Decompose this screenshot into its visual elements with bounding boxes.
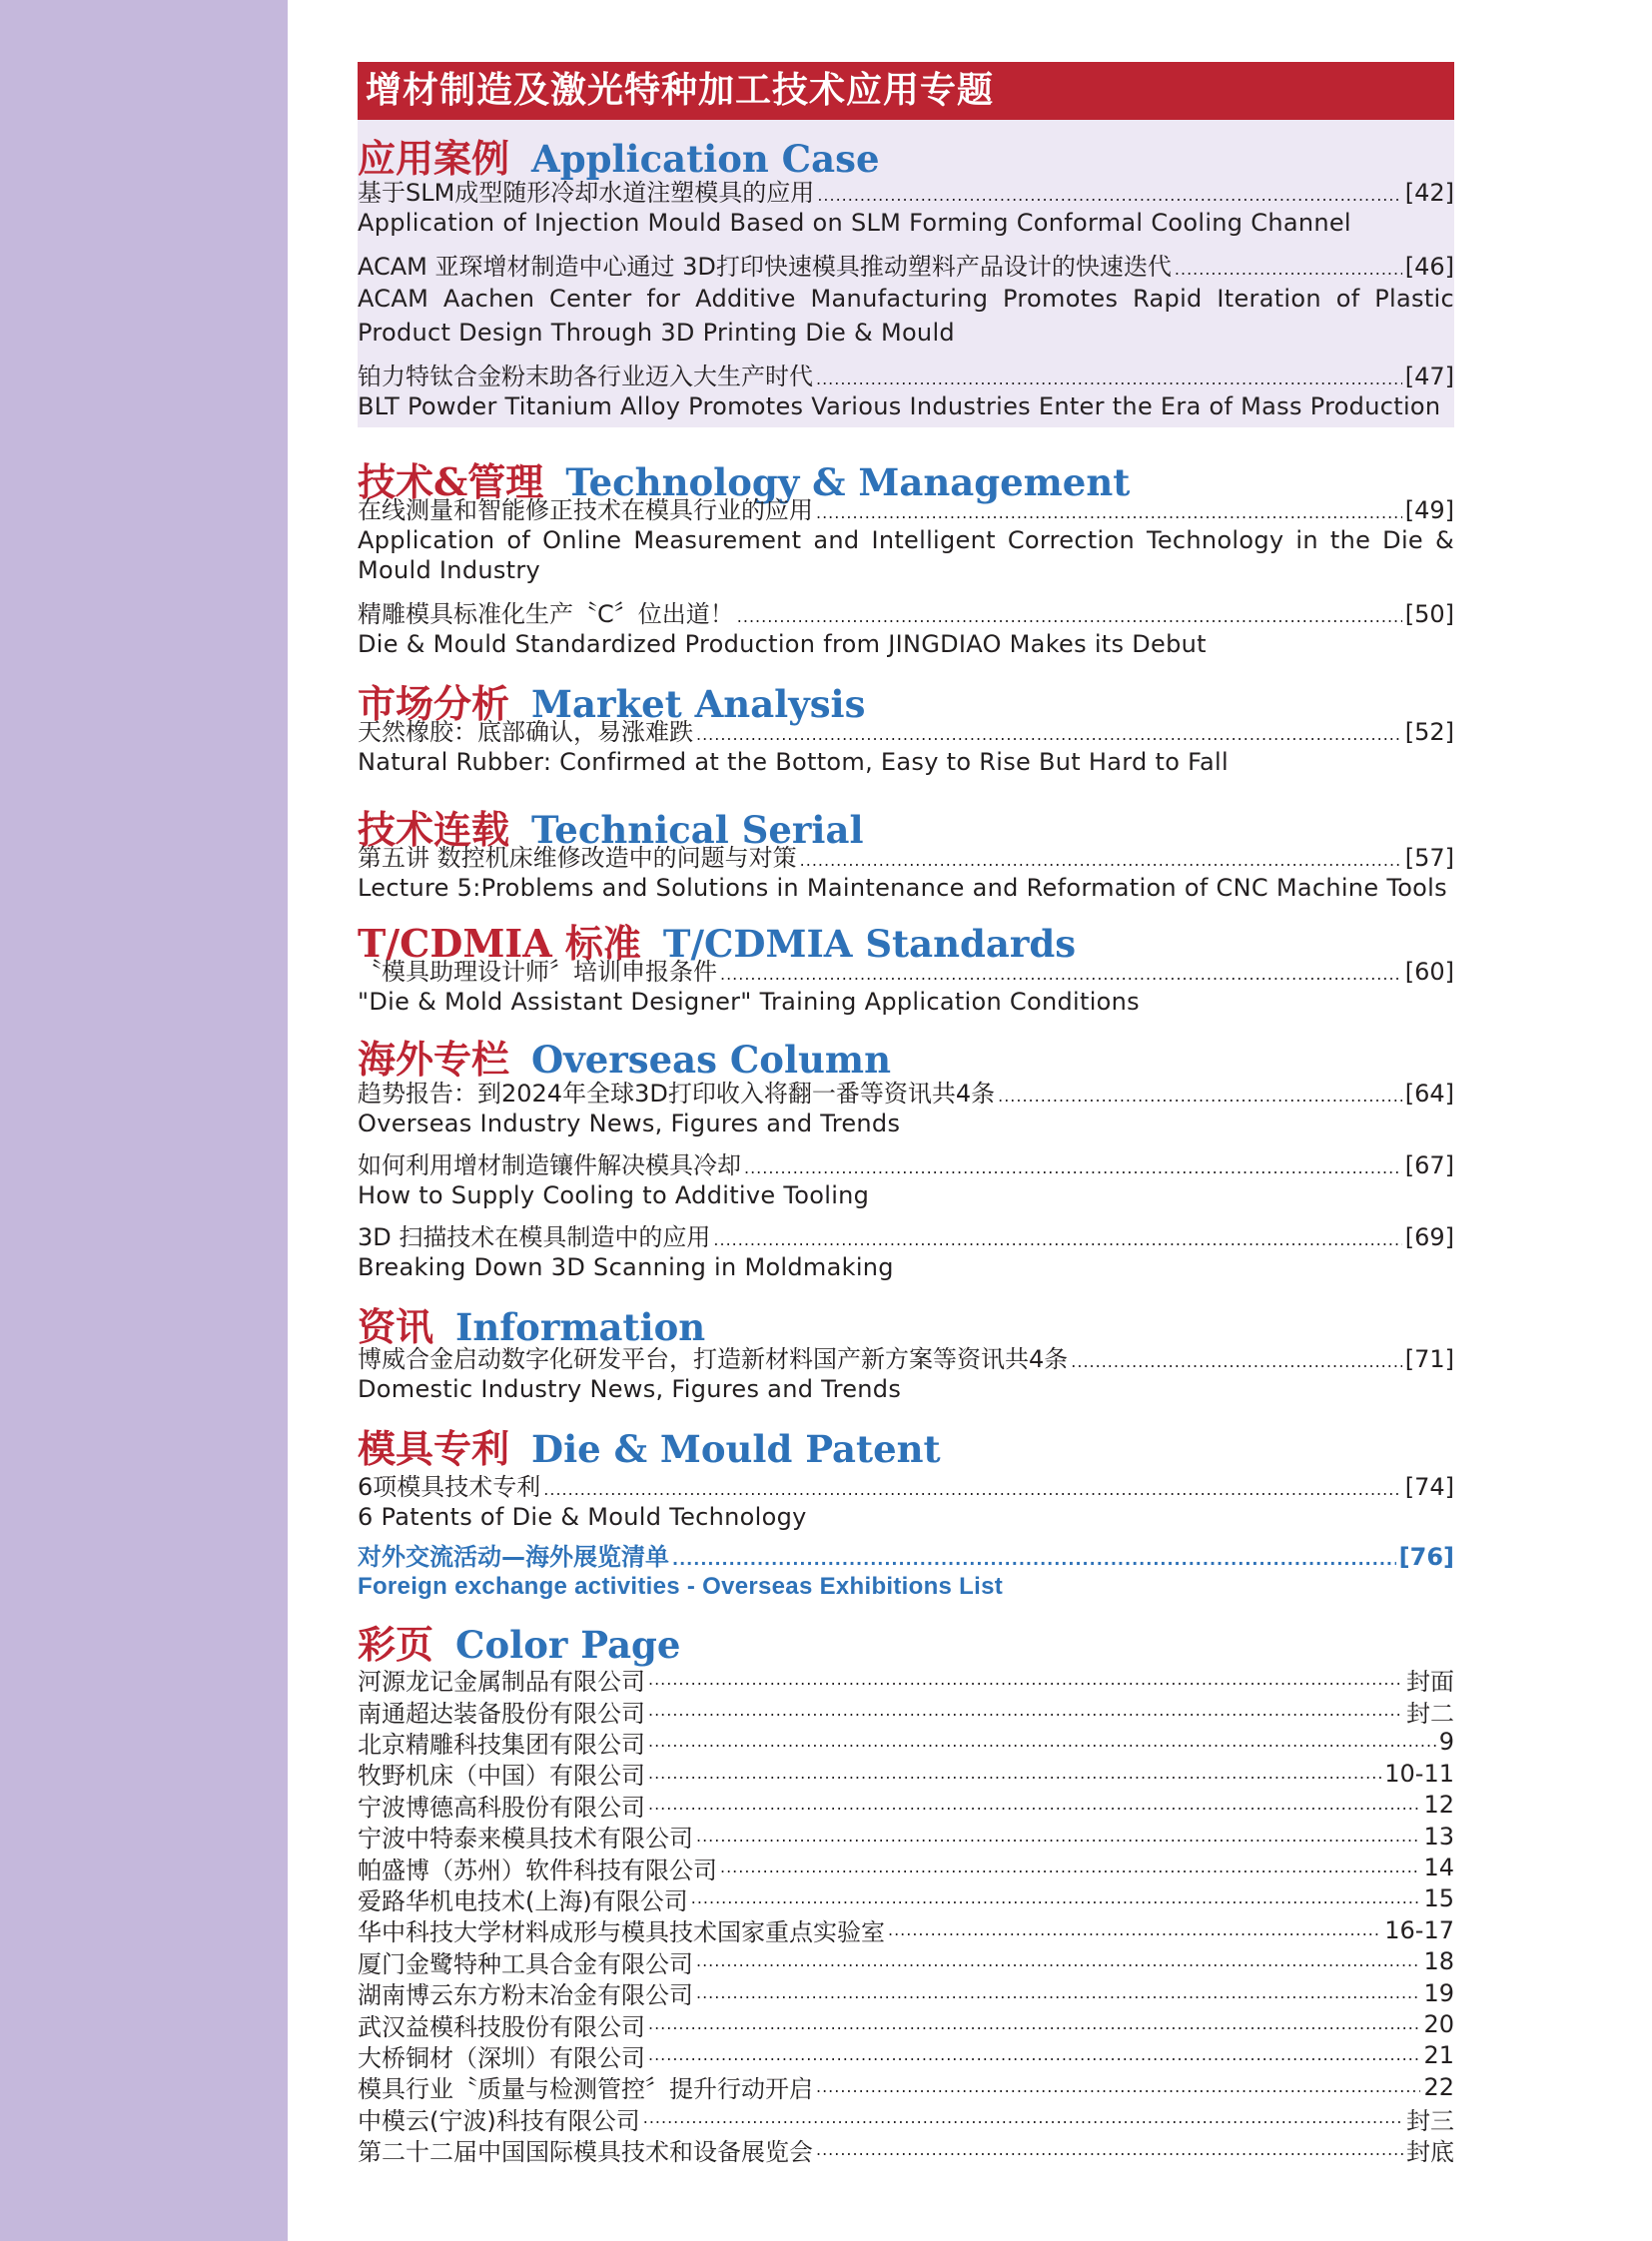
advertiser-row[interactable] <box>358 1852 1454 1882</box>
leader-dots <box>696 723 1402 747</box>
leader-dots <box>543 1478 1401 1502</box>
advertiser-name: 宁波博德高科股份有限公司 <box>358 1793 645 1822</box>
leader-dots <box>713 1228 1401 1252</box>
toc-entry[interactable] <box>358 1079 1454 1138</box>
toc-entry[interactable] <box>358 362 1454 421</box>
section-title-cn: 市场分析 <box>358 681 510 726</box>
leader-dots <box>816 368 1402 391</box>
advertiser-page: 18 <box>1423 1947 1454 1976</box>
advertiser-name: 宁波中特泰来模具技术有限公司 <box>358 1825 693 1854</box>
section-title-cn: 海外专栏 <box>358 1037 510 1082</box>
entry-title-en: ACAM Aachen Center for Additive Manufacturing Promotes Rapid Iteration of Plastic Product Design Through 3D Printing Die & Mould <box>358 285 1454 347</box>
leader-dots <box>648 1762 1381 1786</box>
entry-page: [76] <box>1398 1543 1454 1571</box>
advertiser-page: 21 <box>1423 2041 1454 2070</box>
toc-entry[interactable] <box>358 1222 1454 1282</box>
leader-dots <box>648 1668 1403 1692</box>
advertiser-page: 封二 <box>1406 1699 1454 1728</box>
entry-page: [42] <box>1404 179 1454 207</box>
section-overseas-column <box>358 1029 1454 1282</box>
advertiser-name: 第二十二届中国国际模具技术和设备展览会 <box>358 2138 813 2167</box>
toc-entry[interactable] <box>358 1150 1454 1210</box>
advertiser-row[interactable] <box>358 2102 1454 2133</box>
entry-title-cn: 〝模具助理设计师〞培训申报条件 <box>358 958 717 986</box>
leader-dots <box>888 1918 1381 1942</box>
leader-dots <box>648 1699 1403 1723</box>
leader-dots <box>691 1886 1421 1910</box>
section-market-analysis <box>358 673 1454 777</box>
advertiser-row[interactable] <box>358 1695 1454 1726</box>
leader-dots <box>816 501 1402 525</box>
entry-title-en: Overseas Industry News, Figures and Trends <box>358 1110 901 1137</box>
advertiser-page: 12 <box>1423 1791 1454 1820</box>
entry-title-cn: 在线测量和智能修正技术在模具行业的应用 <box>358 496 813 524</box>
section-title-cn: 应用案例 <box>358 136 510 181</box>
toc-entry[interactable] <box>358 1472 1454 1532</box>
leader-dots <box>817 184 1401 208</box>
section-title-en: T/CDMIA Standards <box>662 922 1077 966</box>
section-title <box>358 799 1454 852</box>
advertiser-page: 20 <box>1423 2009 1454 2038</box>
advertiser-name: 爱路华机电技术(上海)有限公司 <box>358 1886 688 1915</box>
section-technology-management <box>358 451 1454 659</box>
entry-title-en: Lecture 5:Problems and Solutions in Maintenance and Reformation of CNC Machine Tools <box>358 874 1447 902</box>
leader-dots <box>720 963 1402 987</box>
leader-dots <box>672 1548 1396 1572</box>
entry-page: [47] <box>1404 363 1454 390</box>
section-title <box>358 1029 1454 1082</box>
entry-page: [67] <box>1404 1151 1454 1179</box>
advertiser-page: 9 <box>1438 1728 1454 1757</box>
advertiser-page: 封三 <box>1406 2106 1454 2135</box>
entry-title-en: 6 Patents of Die & Mould Technology <box>358 1503 807 1531</box>
section-title <box>358 673 1454 726</box>
section-title-cn: T/CDMIA 标准 <box>358 921 641 966</box>
entry-title-cn: 基于SLM成型随形冷却水道注塑模具的应用 <box>358 179 815 207</box>
toc-entry[interactable] <box>358 1344 1454 1404</box>
advertiser-name: 厦门金鹭特种工具合金有限公司 <box>358 1949 693 1978</box>
leader-dots <box>1071 1350 1401 1374</box>
entry-page: [60] <box>1404 958 1454 986</box>
advertiser-page: 22 <box>1423 2072 1454 2101</box>
leader-dots <box>648 1730 1436 1754</box>
section-title <box>358 1418 1454 1472</box>
entry-title-en: Breaking Down 3D Scanning in Moldmaking <box>358 1253 894 1281</box>
entry-title-en: Die & Mould Standardized Production from JINGDIAO Makes its Debut <box>358 630 1207 658</box>
leader-dots <box>643 2106 1403 2130</box>
entry-title-en: BLT Powder Titanium Alloy Promotes Various Industries Enter the Era of Mass Production <box>358 392 1441 420</box>
leader-dots <box>648 1793 1420 1817</box>
advertiser-name: 河源龙记金属制品有限公司 <box>358 1668 645 1697</box>
section-title-en: Market Analysis <box>531 682 866 726</box>
leader-dots <box>696 1949 1420 1973</box>
toc-entry-exchange[interactable] <box>358 1542 1454 1602</box>
entry-title-en: "Die & Mold Assistant Designer" Training Application Conditions <box>358 988 1140 1016</box>
leader-dots <box>816 2138 1403 2162</box>
toc-entry[interactable] <box>358 252 1454 350</box>
entry-title-en: How to Supply Cooling to Additive Tooling <box>358 1181 870 1209</box>
section-color-page <box>358 1614 1454 2165</box>
section-title-cn: 模具专利 <box>358 1426 510 1471</box>
leader-dots <box>816 2075 1420 2099</box>
advertiser-name: 湖南博云东方粉末冶金有限公司 <box>358 1981 693 2010</box>
section-title-en: Technology & Management <box>565 460 1131 504</box>
advertiser-name: 中模云(宁波)科技有限公司 <box>358 2106 640 2135</box>
advertiser-name: 武汉益模科技股份有限公司 <box>358 2012 645 2041</box>
advertiser-page: 15 <box>1423 1884 1454 1913</box>
topic-banner: 增材制造及激光特种加工技术应用专题 <box>358 62 1454 120</box>
section-information <box>358 1296 1454 1404</box>
section-title-en: Overseas Column <box>531 1038 891 1082</box>
advertiser-row[interactable] <box>358 2008 1454 2039</box>
advertiser-page: 封面 <box>1406 1668 1454 1697</box>
section-technical-serial <box>358 799 1454 903</box>
leader-dots <box>737 605 1402 629</box>
advertiser-name: 帕盛博（苏州）软件科技有限公司 <box>358 1856 717 1884</box>
entry-page: [69] <box>1404 1223 1454 1251</box>
entry-title-en: Natural Rubber: Confirmed at the Bottom, Easy to Rise But Hard to Fall <box>358 748 1229 776</box>
section-title-en: Technical Serial <box>531 808 864 852</box>
advertiser-name: 大桥铜材（深圳）有限公司 <box>358 2043 645 2072</box>
section-title-cn: 技术连载 <box>358 807 510 852</box>
entry-title-en: Application of Online Measurement and Intelligent Correction Technology in the Die & Mould Industry <box>358 526 1454 584</box>
advertiser-name: 牧野机床（中国）有限公司 <box>358 1762 645 1791</box>
advertiser-page: 16-17 <box>1384 1915 1454 1944</box>
toc-entry[interactable] <box>358 178 1454 238</box>
section-standards <box>358 913 1454 1017</box>
leader-dots <box>720 1856 1420 1879</box>
entry-title-cn: 博威合金启动数字化研发平台，打造新材料国产新方案等资讯共4条 <box>358 1345 1069 1373</box>
entry-page: [57] <box>1404 844 1454 872</box>
entry-page: [74] <box>1404 1473 1454 1501</box>
leader-dots <box>648 2012 1420 2036</box>
entry-page: [71] <box>1404 1345 1454 1373</box>
leader-dots <box>744 1156 1402 1180</box>
advertiser-page: 封底 <box>1406 2138 1454 2167</box>
advertiser-page: 19 <box>1423 1978 1454 2007</box>
advertiser-page: 13 <box>1423 1822 1454 1851</box>
section-title-en: Color Page <box>455 1623 681 1667</box>
toc-entry[interactable] <box>358 717 1454 777</box>
leader-dots <box>800 849 1402 873</box>
entry-page: [50] <box>1404 600 1454 628</box>
leader-dots <box>696 1825 1420 1849</box>
leader-dots <box>648 2043 1420 2067</box>
entry-title-cn: 对外交流活动—海外展览清单 <box>358 1543 669 1571</box>
advertiser-name: 北京精雕科技集团有限公司 <box>358 1730 645 1759</box>
entry-title-cn: 精雕模具标准化生产〝C〞位出道！ <box>358 600 734 628</box>
advertiser-row[interactable] <box>358 1883 1454 1914</box>
section-title-cn: 技术&管理 <box>358 459 544 504</box>
advertiser-row[interactable] <box>358 1664 1454 1695</box>
entry-title-cn: 天然橡胶：底部确认，易涨难跌 <box>358 718 693 746</box>
left-color-band <box>0 0 288 2241</box>
advertiser-page: 14 <box>1423 1854 1454 1882</box>
advertiser-row[interactable] <box>358 1758 1454 1789</box>
entry-page: [49] <box>1404 496 1454 524</box>
section-application-case <box>358 120 1454 427</box>
advertiser-row[interactable] <box>358 2134 1454 2165</box>
section-title <box>358 451 1454 504</box>
toc-entry[interactable] <box>358 843 1454 903</box>
section-title <box>358 1296 1454 1349</box>
table-of-contents <box>358 62 1454 2165</box>
section-title <box>358 128 1454 181</box>
toc-entry[interactable] <box>358 495 1454 585</box>
entry-title-cn: 第五讲 数控机床维修改造中的问题与对策 <box>358 844 797 872</box>
leader-dots <box>998 1085 1402 1109</box>
entry-title-en: Domestic Industry News, Figures and Trends <box>358 1375 902 1403</box>
entry-page: [64] <box>1404 1080 1454 1108</box>
section-title-cn: 资讯 <box>358 1304 434 1349</box>
toc-entry[interactable] <box>358 599 1454 659</box>
advertiser-name: 华中科技大学材料成形与模具技术国家重点实验室 <box>358 1918 885 1947</box>
advertiser-row[interactable] <box>358 1821 1454 1852</box>
entry-title-cn: 趋势报告：到2024年全球3D打印收入将翻一番等资讯共4条 <box>358 1080 996 1108</box>
advertiser-row[interactable] <box>358 1790 1454 1821</box>
section-title <box>358 1614 1454 1667</box>
entry-title-cn: 6项模具技术专利 <box>358 1473 541 1501</box>
advertiser-row[interactable] <box>358 1977 1454 2008</box>
advertiser-row[interactable] <box>358 2040 1454 2071</box>
section-title <box>358 913 1454 966</box>
section-title-cn: 彩页 <box>358 1622 434 1667</box>
section-die-mould-patent <box>358 1418 1454 1602</box>
advertiser-name: 南通超达装备股份有限公司 <box>358 1699 645 1728</box>
advertiser-row[interactable] <box>358 1914 1454 1945</box>
entry-title-en: Application of Injection Mould Based on SLM Forming Conformal Cooling Channel <box>358 209 1351 237</box>
entry-title-cn: 3D 扫描技术在模具制造中的应用 <box>358 1223 711 1251</box>
advertiser-row[interactable] <box>358 1727 1454 1758</box>
entry-title-en: Foreign exchange activities - Overseas Exhibitions List <box>358 1573 1004 1600</box>
leader-dots <box>1175 258 1402 282</box>
section-title-en: Die & Mould Patent <box>531 1427 941 1471</box>
entry-title-cn: ACAM 亚琛增材制造中心通过 3D打印快速模具推动塑料产品设计的快速迭代 <box>358 253 1172 281</box>
entry-page: [52] <box>1404 718 1454 746</box>
advertiser-list <box>358 1664 1454 2165</box>
section-title-en: Application Case <box>531 137 880 181</box>
toc-entry[interactable] <box>358 957 1454 1017</box>
advertiser-row[interactable] <box>358 2071 1454 2102</box>
entry-title-cn: 铂力特钛合金粉末助各行业迈入大生产时代 <box>358 363 813 390</box>
leader-dots <box>696 1981 1420 2005</box>
entry-page: [46] <box>1404 253 1454 281</box>
advertiser-row[interactable] <box>358 1946 1454 1977</box>
section-title-en: Information <box>455 1305 706 1349</box>
advertiser-name: 模具行业〝质量与检测管控〞提升行动开启 <box>358 2075 813 2104</box>
entry-title-cn: 如何利用增材制造镶件解决模具冷却 <box>358 1151 741 1179</box>
advertiser-page: 10-11 <box>1384 1759 1454 1788</box>
